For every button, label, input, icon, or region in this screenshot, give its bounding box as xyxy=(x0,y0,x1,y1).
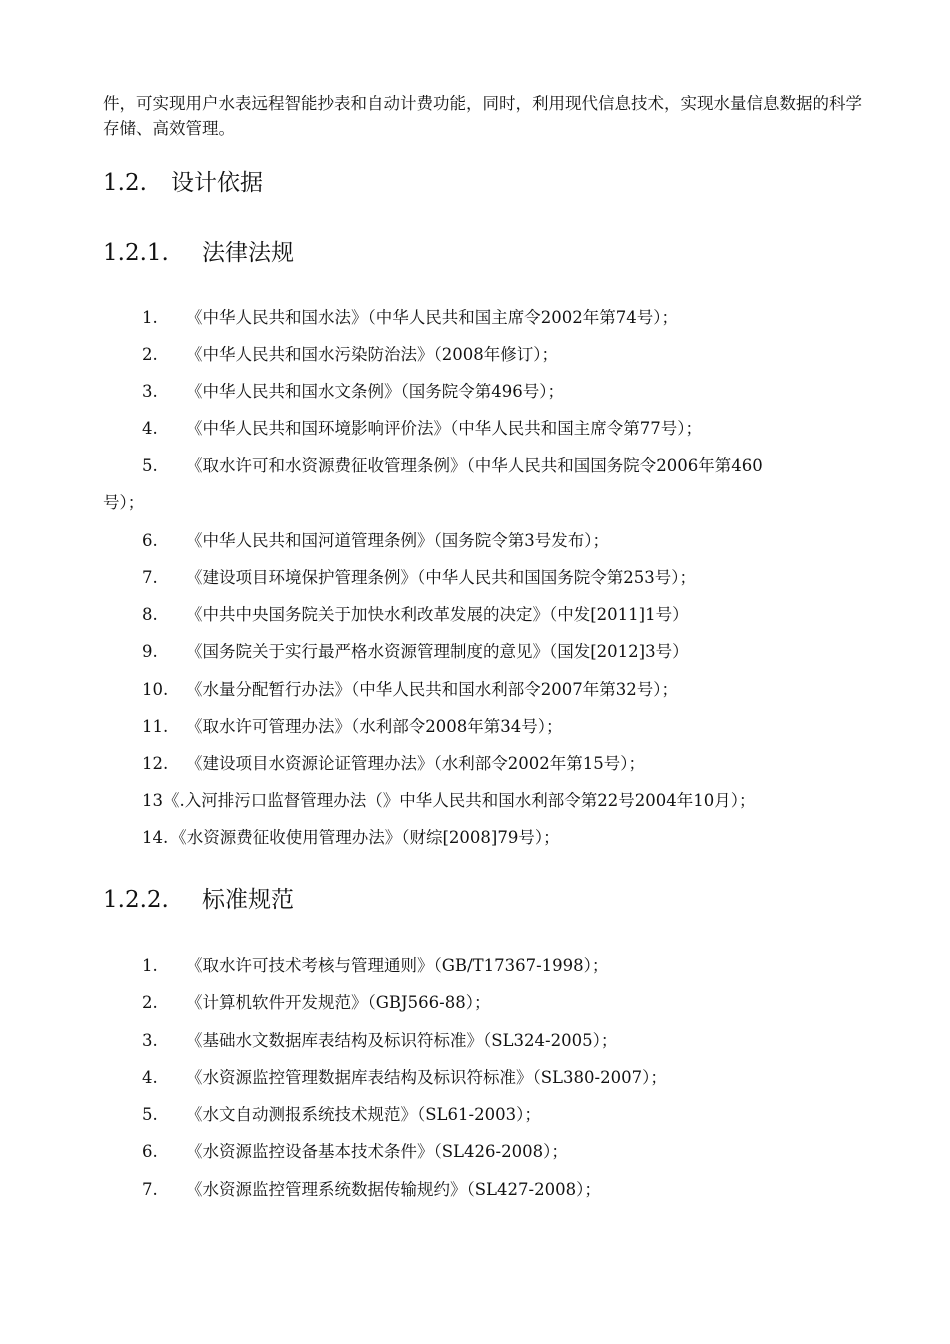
section-title: 法律法规 xyxy=(202,240,294,266)
list-item xyxy=(142,343,558,367)
list-item-number: 2. xyxy=(142,993,158,1012)
list-item-number: 5. xyxy=(142,1105,158,1124)
list-item-text: 《水资源监控管理系统数据传输规约》（SL427-2008）； xyxy=(186,1180,601,1199)
list-item-text: 《水量分配暂行办法》（中华人民共和国水利部令2007年第32号）； xyxy=(186,680,678,699)
list-item-number: 14. xyxy=(142,828,169,847)
list-item-text: 《中华人民共和国水文条例》（国务院令第496号）； xyxy=(186,382,564,401)
list-item-text: 《中华人民共和国水法》（中华人民共和国主席令2002年第74号）； xyxy=(186,308,678,327)
list-item-text: 《水资源监控管理数据库表结构及标识符标准》（SL380-2007）； xyxy=(186,1068,667,1087)
list-item-number: 7. xyxy=(142,568,158,587)
section-number: 1.2.1. xyxy=(103,240,169,266)
section-title: 标准规范 xyxy=(202,887,294,913)
list-item-text: 《水文自动测报系统技术规范》（SL61-2003）； xyxy=(186,1105,541,1124)
list-item xyxy=(142,380,564,404)
list-item-number: 3. xyxy=(142,1031,158,1050)
list-item-number: 1. xyxy=(142,956,158,975)
list-item-number: 1. xyxy=(142,308,158,327)
list-item-number: 2. xyxy=(142,345,158,364)
list-item-continuation: 号）； xyxy=(103,493,145,512)
list-item-text: 《国务院关于实行最严格水资源管理制度的意见》（国发[2012]3号） xyxy=(186,642,689,661)
section-heading-1-2-2 xyxy=(103,885,294,915)
list-item-text: 《建设项目水资源论证管理办法》（水利部令2002年第15号）； xyxy=(186,754,645,773)
list-item-number: 9. xyxy=(142,642,158,661)
list-item-number: 5. xyxy=(142,456,158,475)
list-item-number: 7. xyxy=(142,1180,158,1199)
list-item xyxy=(142,789,755,813)
section-heading-1-2-1 xyxy=(103,238,294,268)
list-item-text: 《.入河排污口监督管理办法（》中华人民共和国水利部令第22号2004年10月）； xyxy=(163,791,756,810)
list-item-text: 《中共中央国务院关于加快水利改革发展的决定》（中发[2011]1号） xyxy=(186,605,689,624)
list-item-text: 《中华人民共和国环境影响评价法》（中华人民共和国主席令第77号）； xyxy=(186,419,702,438)
list-item-number: 13 xyxy=(142,791,163,810)
list-item-number: 6. xyxy=(142,531,158,550)
list-item xyxy=(142,306,678,330)
list-item-number: 4. xyxy=(142,419,158,438)
list-item-text: 《水资源监控设备基本技术条件》（SL426-2008）； xyxy=(186,1142,568,1161)
section-number: 1.2.2. xyxy=(103,887,169,913)
list-item-text: 《中华人民共和国水污染防治法》（2008年修订）； xyxy=(186,345,558,364)
list-item-text: 《取水许可和水资源费征收管理条例》（中华人民共和国国务院令2006年第460 xyxy=(186,456,763,475)
list-item-text: 《建设项目环境保护管理条例》（中华人民共和国国务院令第253号）； xyxy=(186,568,696,587)
section-title: 设计依据 xyxy=(171,170,263,196)
section-number: 1.2. xyxy=(103,170,147,196)
list-item xyxy=(142,715,563,739)
list-item xyxy=(142,417,702,441)
list-item xyxy=(142,678,678,702)
intro-paragraph: 件，可实现用户水表远程智能抄表和自动计费功能，同时，利用现代信息技术，实现水量信息数据的科学存储、高效管理。 xyxy=(103,94,862,138)
list-item-text: 《取水许可技术考核与管理通则》（GB/T17367-1998）； xyxy=(186,956,609,975)
list-item-number: 8. xyxy=(142,605,158,624)
list-item-number: 12. xyxy=(142,754,169,773)
list-item xyxy=(142,1066,667,1090)
list-item xyxy=(142,1140,568,1164)
list-item xyxy=(142,454,763,478)
list-item xyxy=(142,826,560,850)
list-item-text: 《中华人民共和国河道管理条例》（国务院令第3号发布）； xyxy=(186,531,609,550)
list-item xyxy=(142,603,689,627)
list-item xyxy=(142,529,609,553)
list-item xyxy=(142,640,689,664)
list-item-text: 《计算机软件开发规范》（GBJ566-88）； xyxy=(186,993,491,1012)
list-item-number: 4. xyxy=(142,1068,158,1087)
list-item-text: 《水资源费征收使用管理办法》（财综[2008]79号）； xyxy=(170,828,560,847)
list-item-text: 《取水许可管理办法》（水利部令2008年第34号）； xyxy=(186,717,563,736)
list-item-text: 《基础水文数据库表结构及标识符标准》（SL324-2005）； xyxy=(186,1031,618,1050)
list-item xyxy=(142,991,491,1015)
list-item-number: 11. xyxy=(142,717,169,736)
list-item-number: 3. xyxy=(142,382,158,401)
list-item xyxy=(142,1029,617,1053)
list-item xyxy=(142,752,645,776)
list-item xyxy=(142,954,608,978)
list-item xyxy=(142,566,696,590)
list-item-number: 6. xyxy=(142,1142,158,1161)
section-heading-1-2 xyxy=(103,168,263,198)
list-item-number: 10. xyxy=(142,680,169,699)
list-item xyxy=(142,1103,541,1127)
list-item xyxy=(142,1178,601,1202)
